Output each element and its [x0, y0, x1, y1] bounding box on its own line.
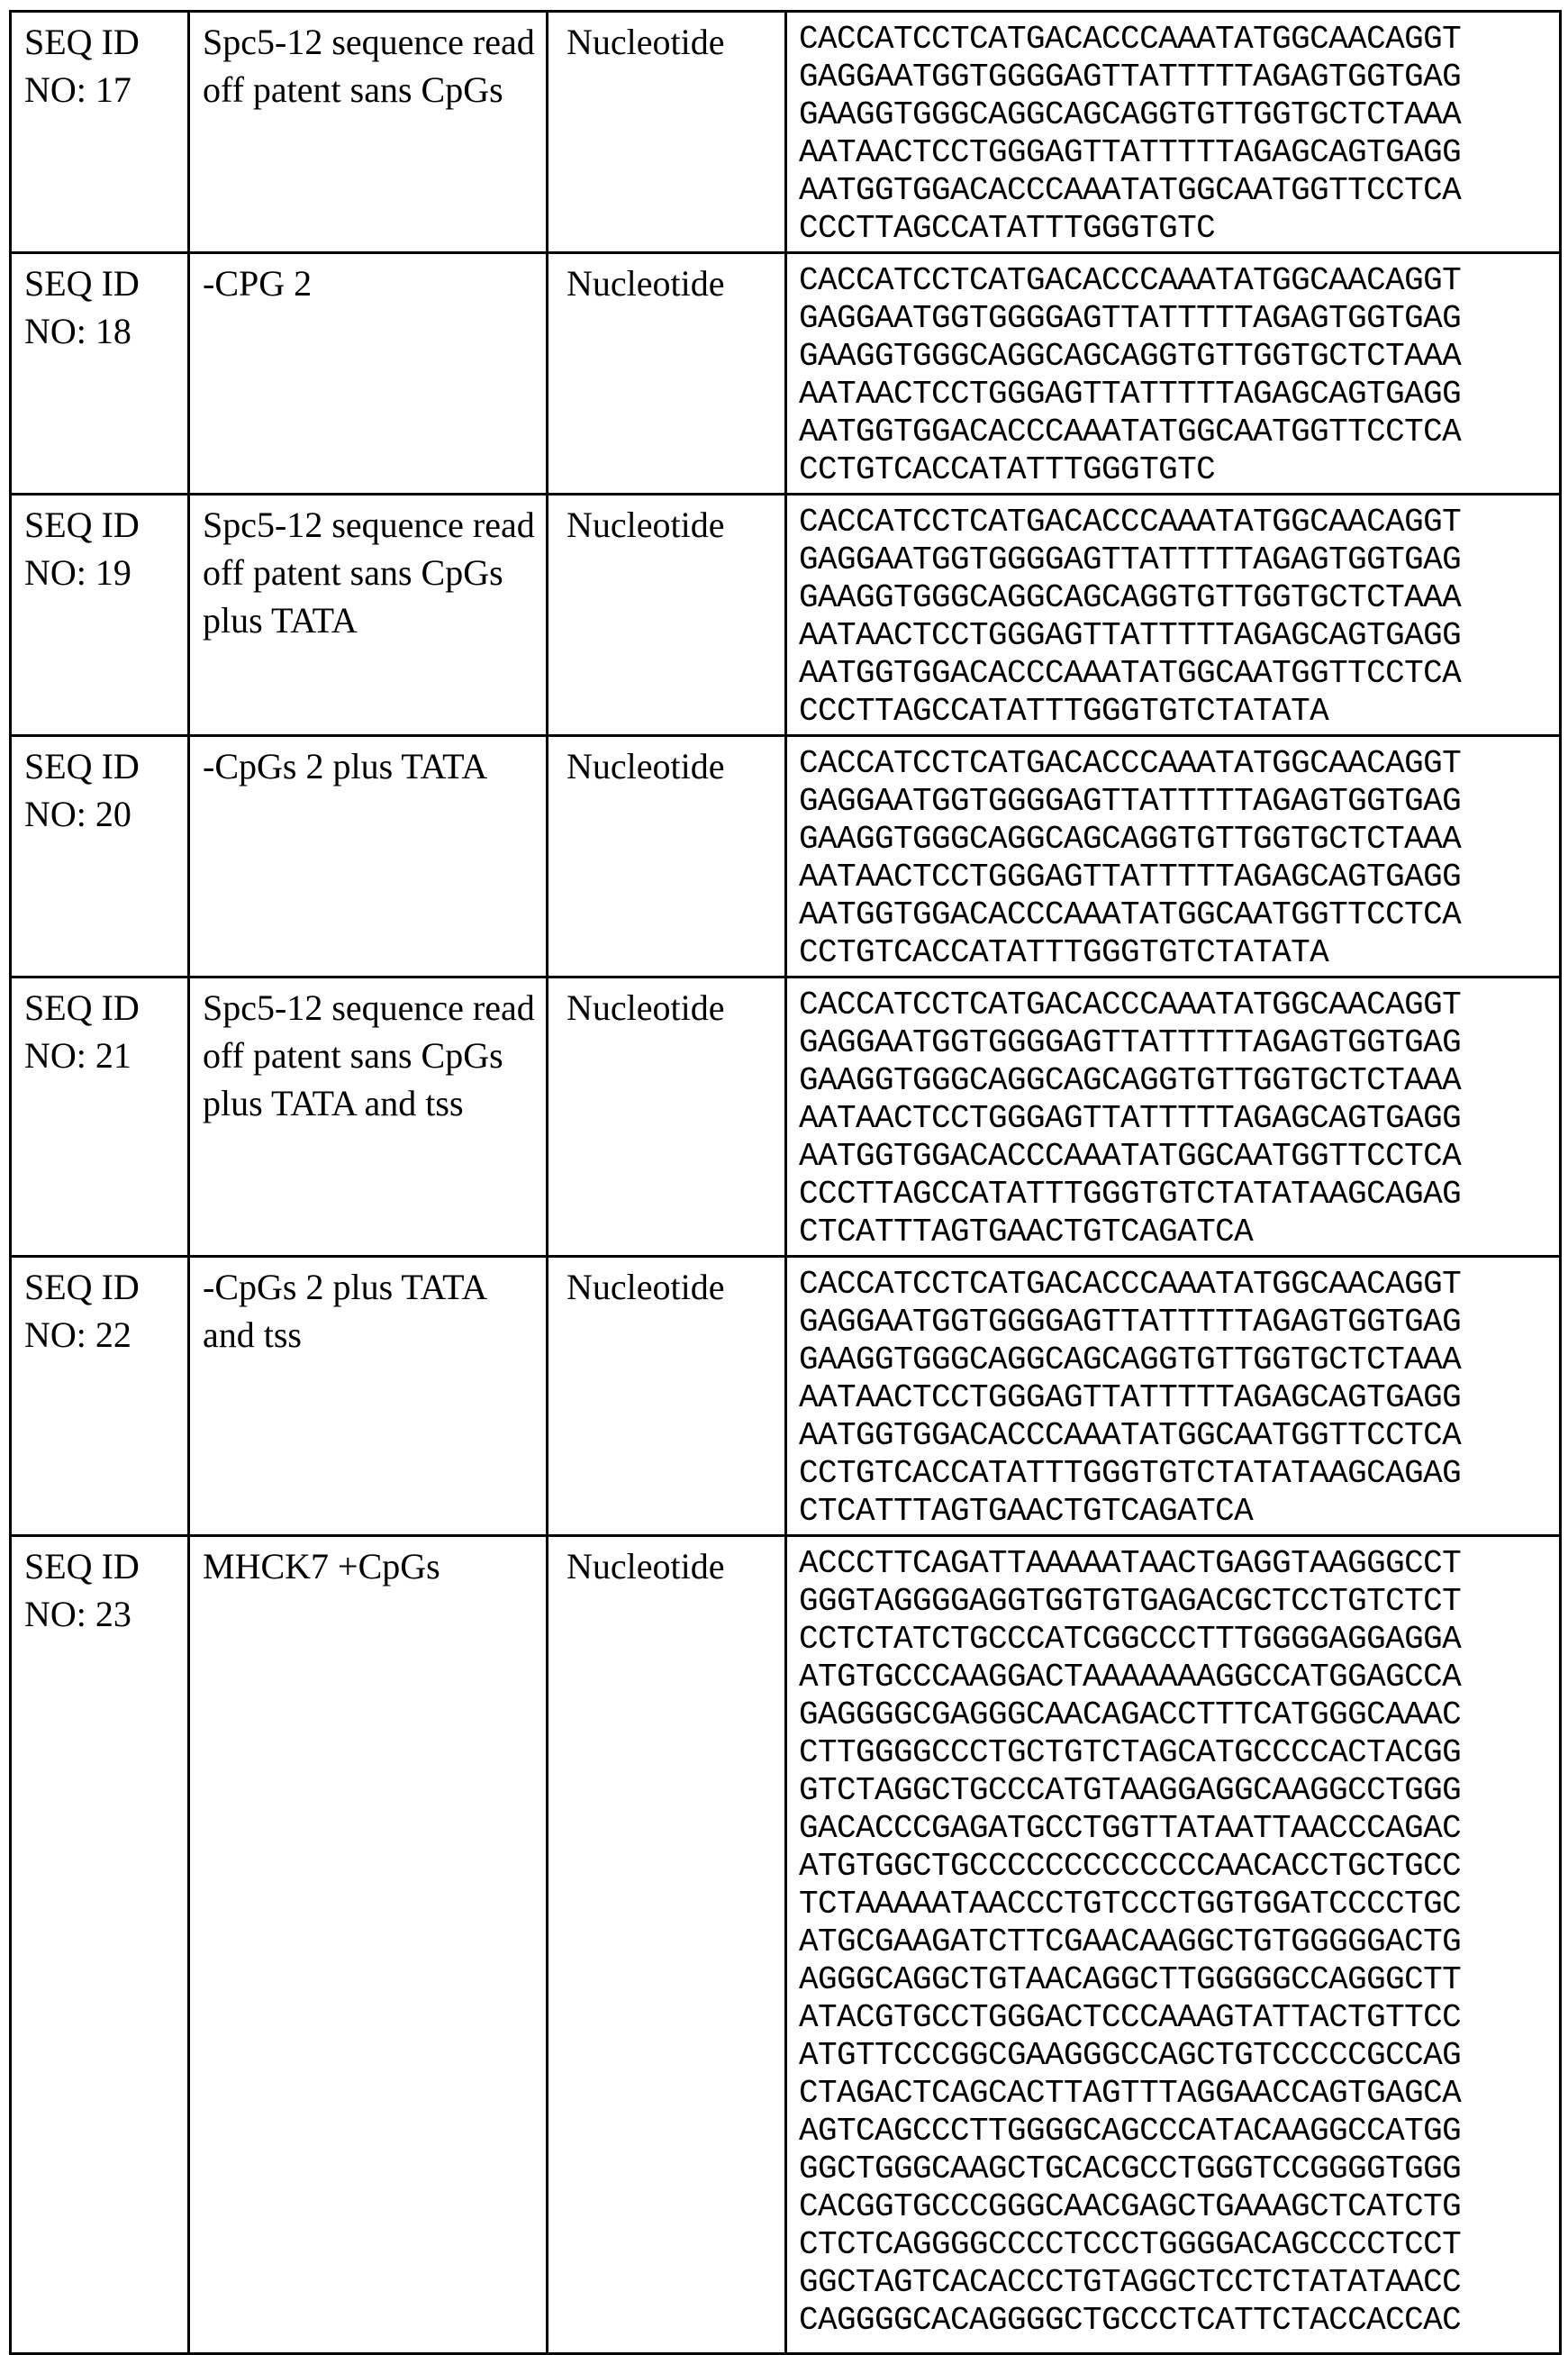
sequence-cell — [786, 977, 1561, 1257]
seq-id: SEQ ID NO: 18 — [12, 254, 187, 355]
sequence-line: ATGCGAAGATCTTCGAACAAGGCTGTGGGGGACTG — [799, 1923, 1559, 1961]
seq-id-cell — [11, 977, 189, 1257]
sequence-line: CACCATCCTCATGACACCCAAATATGGCAACAGGT — [799, 21, 1559, 59]
sequence-line: GAAGGTGGGCAGGCAGCAGGTGTTGGTGCTCTAAA — [799, 821, 1559, 859]
sequence-line: AGTCAGCCCTTGGGGCAGCCCATACAAGGCCATGG — [799, 2113, 1559, 2150]
description-cell — [189, 736, 548, 977]
type-cell — [548, 495, 786, 736]
sequence — [787, 1258, 1559, 1534]
description: Spc5-12 sequence read off patent sans CpGs plus TATA — [190, 496, 546, 644]
molecule-type: Nucleotide — [548, 1537, 784, 1590]
seq-id-cell — [11, 495, 189, 736]
sequence-line: ATGTGCCCAAGGACTAAAAAAAGGCCATGGAGCCA — [799, 1659, 1559, 1696]
seq-id: SEQ ID NO: 22 — [12, 1258, 187, 1359]
sequence-line: CTCATTTAGTGAACTGTCAGATCA — [799, 1214, 1559, 1251]
seq-id-cell — [11, 1257, 189, 1536]
sequence-cell — [786, 1536, 1561, 2354]
sequence-line: AATAACTCCTGGGAGTTATTTTTAGAGCAGTGAGG — [799, 617, 1559, 655]
molecule-type: Nucleotide — [548, 978, 784, 1032]
sequence — [787, 1537, 1559, 2343]
seq-id-cell — [11, 736, 189, 977]
table-row — [11, 253, 1561, 495]
sequence-line: GAGGAATGGTGGGGAGTTATTTTTAGAGTGGTGAG — [799, 59, 1559, 96]
description-cell — [189, 495, 548, 736]
description-cell — [189, 253, 548, 495]
molecule-type: Nucleotide — [548, 254, 784, 307]
sequence — [787, 13, 1559, 251]
sequence-line: CAGGGGCACAGGGGCTGCCCTCATTCTACCACCAC — [799, 2302, 1559, 2340]
seq-id: SEQ ID NO: 20 — [12, 737, 187, 838]
table-row — [11, 1536, 1561, 2354]
sequence-line: AATAACTCCTGGGAGTTATTTTTAGAGCAGTGAGG — [799, 134, 1559, 172]
sequence-line: AATGGTGGACACCCAAATATGGCAATGGTTCCTCA — [799, 1138, 1559, 1176]
sequence-line: GAAGGTGGGCAGGCAGCAGGTGTTGGTGCTCTAAA — [799, 96, 1559, 134]
description: Spc5-12 sequence read off patent sans CpGs plus TATA and tss — [190, 978, 546, 1127]
type-cell — [548, 736, 786, 977]
sequence-line: CCTGTCACCATATTTGGGTGTCTATATAAGCAGAG — [799, 1455, 1559, 1493]
sequence-line: CCCTTAGCCATATTTGGGTGTCTATATAAGCAGAG — [799, 1176, 1559, 1214]
sequence-line: GAAGGTGGGCAGGCAGCAGGTGTTGGTGCTCTAAA — [799, 579, 1559, 617]
sequence-line: CCTCTATCTGCCCATCGGCCCTTTGGGGAGGAGGA — [799, 1621, 1559, 1659]
sequence-line: GGCTGGGCAAGCTGCACGCCTGGGTCCGGGGTGGG — [799, 2150, 1559, 2188]
sequence-cell — [786, 1257, 1561, 1536]
sequence-line: AATGGTGGACACCCAAATATGGCAATGGTTCCTCA — [799, 896, 1559, 934]
table-row — [11, 1257, 1561, 1536]
sequence-line: GTCTAGGCTGCCCATGTAAGGAGGCAAGGCCTGGG — [799, 1772, 1559, 1810]
description: -CPG 2 — [190, 254, 546, 307]
seq-id-cell — [11, 253, 189, 495]
molecule-type: Nucleotide — [548, 13, 784, 66]
sequence-line: CCTGTCACCATATTTGGGTGTCTATATA — [799, 934, 1559, 972]
sequence-line: CACGGTGCCCGGGCAACGAGCTGAAAGCTCATCTG — [799, 2188, 1559, 2226]
sequence-line: GGCTAGTCACACCCTGTAGGCTCCTCTATATAACC — [799, 2264, 1559, 2302]
sequence-line: ACCCTTCAGATTAAAAATAACTGAGGTAAGGGCCT — [799, 1545, 1559, 1583]
sequence-line: GAAGGTGGGCAGGCAGCAGGTGTTGGTGCTCTAAA — [799, 1062, 1559, 1100]
seq-id: SEQ ID NO: 23 — [12, 1537, 187, 1638]
type-cell — [548, 1257, 786, 1536]
sequence — [787, 978, 1559, 1255]
sequence-line: CTCTCAGGGGCCCCTCCCTGGGGACAGCCCCTCCT — [799, 2226, 1559, 2264]
sequence-line: AATGGTGGACACCCAAATATGGCAATGGTTCCTCA — [799, 655, 1559, 693]
sequence-line: GGGTAGGGGAGGTGGTGTGAGACGCTCCTGTCTCT — [799, 1583, 1559, 1621]
sequence-line: GAGGGGCGAGGGCAACAGACCTTTCATGGGCAAAC — [799, 1696, 1559, 1734]
seq-id-cell — [11, 1536, 189, 2354]
sequence-line: AATGGTGGACACCCAAATATGGCAATGGTTCCTCA — [799, 172, 1559, 210]
type-cell — [548, 253, 786, 495]
table-row — [11, 736, 1561, 977]
sequence-line: CTCATTTAGTGAACTGTCAGATCA — [799, 1493, 1559, 1531]
seq-id-cell — [11, 12, 189, 253]
sequence-line: CACCATCCTCATGACACCCAAATATGGCAACAGGT — [799, 745, 1559, 783]
description: MHCK7 +CpGs — [190, 1537, 546, 1590]
sequence-line: ATACGTGCCTGGGACTCCCAAAGTATTACTGTTCC — [799, 1999, 1559, 2037]
sequence-line: CCTGTCACCATATTTGGGTGTC — [799, 451, 1559, 489]
sequence-cell — [786, 495, 1561, 736]
seq-id: SEQ ID NO: 21 — [12, 978, 187, 1079]
sequence-line: GAAGGTGGGCAGGCAGCAGGTGTTGGTGCTCTAAA — [799, 1341, 1559, 1379]
type-cell — [548, 977, 786, 1257]
sequence-table — [9, 10, 1562, 2355]
sequence-line: CTTGGGGCCCTGCTGTCTAGCATGCCCCACTACGG — [799, 1734, 1559, 1772]
sequence-line: GACACCCGAGATGCCTGGTTATAATTAACCCAGAC — [799, 1810, 1559, 1848]
sequence-cell — [786, 736, 1561, 977]
sequence-line: GAGGAATGGTGGGGAGTTATTTTTAGAGTGGTGAG — [799, 300, 1559, 338]
sequence-line: GAGGAATGGTGGGGAGTTATTTTTAGAGTGGTGAG — [799, 541, 1559, 579]
sequence-line: AATAACTCCTGGGAGTTATTTTTAGAGCAGTGAGG — [799, 376, 1559, 414]
description-cell — [189, 12, 548, 253]
sequence-line: CCCTTAGCCATATTTGGGTGTCTATATA — [799, 693, 1559, 731]
table-row — [11, 495, 1561, 736]
description: -CpGs 2 plus TATA and tss — [190, 1258, 546, 1359]
description-cell — [189, 977, 548, 1257]
sequence-line: TCTAAAAATAACCCTGTCCCTGGTGGATCCCCTGC — [799, 1886, 1559, 1923]
sequence-line: AATGGTGGACACCCAAATATGGCAATGGTTCCTCA — [799, 1417, 1559, 1455]
sequence-line: GAGGAATGGTGGGGAGTTATTTTTAGAGTGGTGAG — [799, 1304, 1559, 1341]
seq-id: SEQ ID NO: 17 — [12, 13, 187, 114]
sequence — [787, 496, 1559, 734]
molecule-type: Nucleotide — [548, 1258, 784, 1311]
sequence-line: AGGGCAGGCTGTAACAGGCTTGGGGGCCAGGGCTT — [799, 1961, 1559, 1999]
table-row — [11, 977, 1561, 1257]
seq-id: SEQ ID NO: 19 — [12, 496, 187, 596]
type-cell — [548, 1536, 786, 2354]
sequence-line: AATGGTGGACACCCAAATATGGCAATGGTTCCTCA — [799, 414, 1559, 451]
description-cell — [189, 1536, 548, 2354]
molecule-type: Nucleotide — [548, 737, 784, 790]
description-cell — [189, 1257, 548, 1536]
sequence-line: AATAACTCCTGGGAGTTATTTTTAGAGCAGTGAGG — [799, 859, 1559, 896]
molecule-type: Nucleotide — [548, 496, 784, 549]
sequence-line: GAGGAATGGTGGGGAGTTATTTTTAGAGTGGTGAG — [799, 1024, 1559, 1062]
sequence-line: CACCATCCTCATGACACCCAAATATGGCAACAGGT — [799, 1266, 1559, 1304]
sequence-line: GAAGGTGGGCAGGCAGCAGGTGTTGGTGCTCTAAA — [799, 338, 1559, 376]
sequence-line: GAGGAATGGTGGGGAGTTATTTTTAGAGTGGTGAG — [799, 783, 1559, 821]
sequence-line: ATGTTCCCGGCGAAGGGCCAGCTGTCCCCCGCCAG — [799, 2037, 1559, 2075]
table-row — [11, 12, 1561, 253]
sequence-cell — [786, 253, 1561, 495]
type-cell — [548, 12, 786, 253]
sequence — [787, 737, 1559, 976]
sequence-cell — [786, 12, 1561, 253]
description: Spc5-12 sequence read off patent sans CpGs — [190, 13, 546, 114]
sequence-line: AATAACTCCTGGGAGTTATTTTTAGAGCAGTGAGG — [799, 1100, 1559, 1138]
description: -CpGs 2 plus TATA — [190, 737, 546, 790]
sequence-line: CACCATCCTCATGACACCCAAATATGGCAACAGGT — [799, 504, 1559, 541]
sequence — [787, 254, 1559, 493]
sequence-line: CCCTTAGCCATATTTGGGTGTC — [799, 210, 1559, 248]
sequence-line: CTAGACTCAGCACTTAGTTTAGGAACCAGTGAGCA — [799, 2075, 1559, 2113]
sequence-line: ATGTGGCTGCCCCCCCCCCCCCAACACCTGCTGCC — [799, 1848, 1559, 1886]
sequence-line: CACCATCCTCATGACACCCAAATATGGCAACAGGT — [799, 262, 1559, 300]
sequence-line: CACCATCCTCATGACACCCAAATATGGCAACAGGT — [799, 987, 1559, 1024]
sequence-line: AATAACTCCTGGGAGTTATTTTTAGAGCAGTGAGG — [799, 1379, 1559, 1417]
